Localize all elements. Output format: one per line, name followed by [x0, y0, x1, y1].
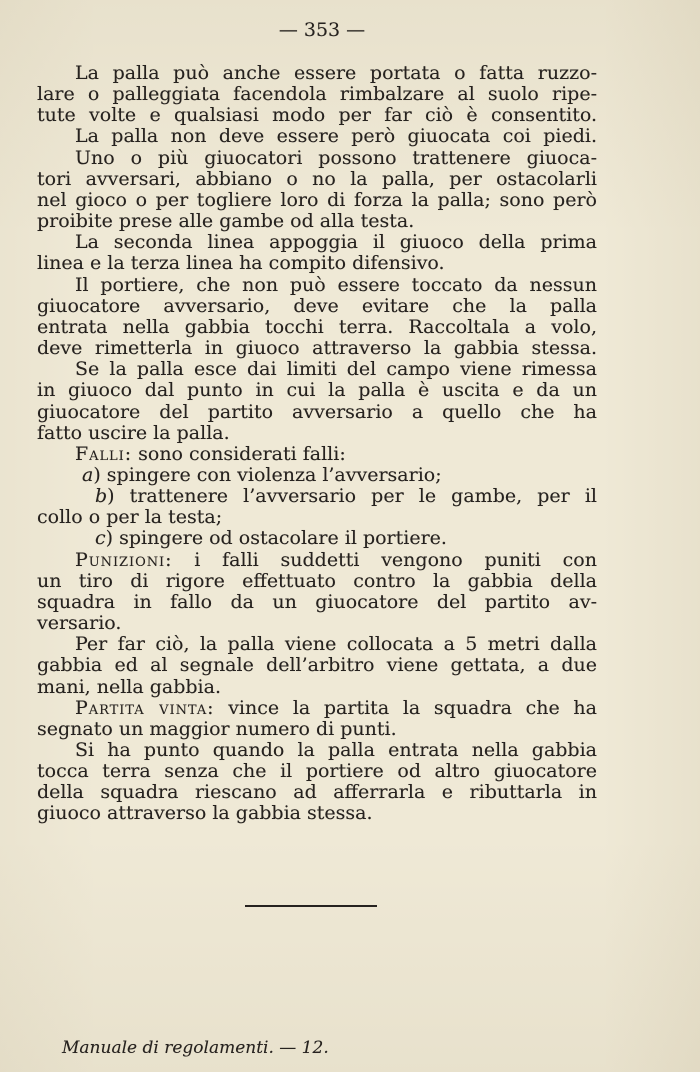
- text-line: Si ha punto quando la palla entrata nella gabbia: [75, 739, 597, 761]
- page-number: — 353 —: [278, 19, 366, 41]
- list-marker: c: [95, 527, 106, 550]
- text-line: nel gioco o per togliere loro di forza la palla; sono però: [37, 188, 597, 211]
- text-line: Uno o più giuocatori possono trattenere giuoca-: [75, 146, 597, 169]
- text-line: Per far ciò, la palla viene collocata a 5 metri dalla: [75, 633, 597, 656]
- section-heading: Falli:: [75, 442, 133, 465]
- text-line: della squadra riescano ad afferrarla e ributtarla in: [37, 781, 597, 804]
- text-line: La palla può anche essere portata o fatta ruzzo-: [75, 62, 597, 84]
- text-line: giuocatore avversario, deve evitare che la palla: [37, 294, 597, 317]
- paragraph-scoring: [37, 740, 597, 825]
- list-item-text: ) spingere od ostacolare il portiere.: [105, 527, 447, 550]
- text-line: La seconda linea appoggia il giuoco della prima: [75, 231, 597, 254]
- text-line: versario.: [37, 612, 122, 635]
- text-line: fatto uscire la palla.: [37, 421, 230, 444]
- text-line: lare o palleggiata facendola rimbalzare al suolo ripe-: [37, 83, 597, 106]
- text-line: tori avversari, abbiano o no la palla, per ostacolarli: [37, 167, 597, 190]
- text-line: squadra in fallo da un giuocatore del partito av-: [37, 590, 597, 613]
- text-line: [37, 444, 597, 465]
- list-item-continuation: collo o per la testa;: [37, 506, 223, 529]
- list-marker: a: [82, 463, 94, 486]
- list-item: [37, 465, 597, 486]
- text-line: in giuoco dal punto in cui la palla è uscita e da un: [37, 379, 597, 402]
- text-line: deve rimetterla in giuoco attraverso la gabbia stessa.: [37, 337, 597, 360]
- text-line: [37, 698, 597, 719]
- list-item: [37, 486, 597, 507]
- text-line: proibite prese alle gambe od alla testa.: [37, 210, 415, 233]
- paragraph-penalty-kick: [37, 634, 597, 697]
- text-line: giuoco attraverso la gabbia stessa.: [37, 802, 373, 825]
- text-line: giuocatore del partito avversario a quello che ha: [37, 400, 597, 423]
- text-line: linea e la terza linea ha compito difensivo.: [37, 252, 445, 275]
- section-intro: sono considerati falli:: [138, 442, 346, 465]
- text-line: La palla non deve essere però giuocata coi piedi.: [75, 125, 597, 148]
- page-body: [37, 63, 597, 825]
- section-match-won: [37, 698, 597, 740]
- section-intro: i falli suddetti vengono puniti con: [194, 548, 597, 571]
- running-footer: Manuale di regolamenti. — 12.: [62, 1038, 329, 1058]
- paragraph-no-feet: [37, 126, 597, 147]
- text-line: Il portiere, che non può essere toccato da nessun: [75, 273, 597, 296]
- paragraph-lines-roles: [37, 232, 597, 274]
- text-line: gabbia ed al segnale dell’arbitro viene gettata, a due: [37, 654, 597, 677]
- list-item: [37, 528, 597, 549]
- text-line: entrata nella gabbia tocchi terra. Raccoltala a volo,: [37, 315, 597, 338]
- text-line: segnato un maggior numero di punti.: [37, 717, 397, 740]
- text-line: mani, nella gabbia.: [37, 675, 221, 698]
- section-intro: vince la partita la squadra che ha: [228, 696, 597, 719]
- section-fouls: [37, 444, 597, 550]
- paragraph-ball-handling: [37, 63, 597, 126]
- list-item-text: ) spingere con violenza l’avversario;: [93, 463, 442, 486]
- section-penalties: [37, 550, 597, 635]
- list-item-text: ) trattenere l’avversario per le gambe, per il: [107, 485, 597, 508]
- paragraph-holding-players: [37, 148, 597, 233]
- section-heading: Punizioni:: [75, 548, 173, 571]
- list-marker: b: [95, 485, 108, 508]
- text-line: [37, 550, 597, 571]
- text-line: un tiro di rigore effettuato contro la gabbia della: [37, 569, 597, 592]
- paragraph-out-of-bounds: [37, 359, 597, 444]
- text-line: tute volte e qualsiasi modo per far ciò è consentito.: [37, 104, 597, 127]
- paragraph-goalkeeper: [37, 275, 597, 360]
- section-end-rule: [245, 905, 377, 907]
- text-line: tocca terra senza che il portiere od altro giuocatore: [37, 760, 597, 783]
- section-heading: Partita vinta:: [75, 696, 215, 719]
- text-line: Se la palla esce dai limiti del campo viene rimessa: [75, 358, 597, 381]
